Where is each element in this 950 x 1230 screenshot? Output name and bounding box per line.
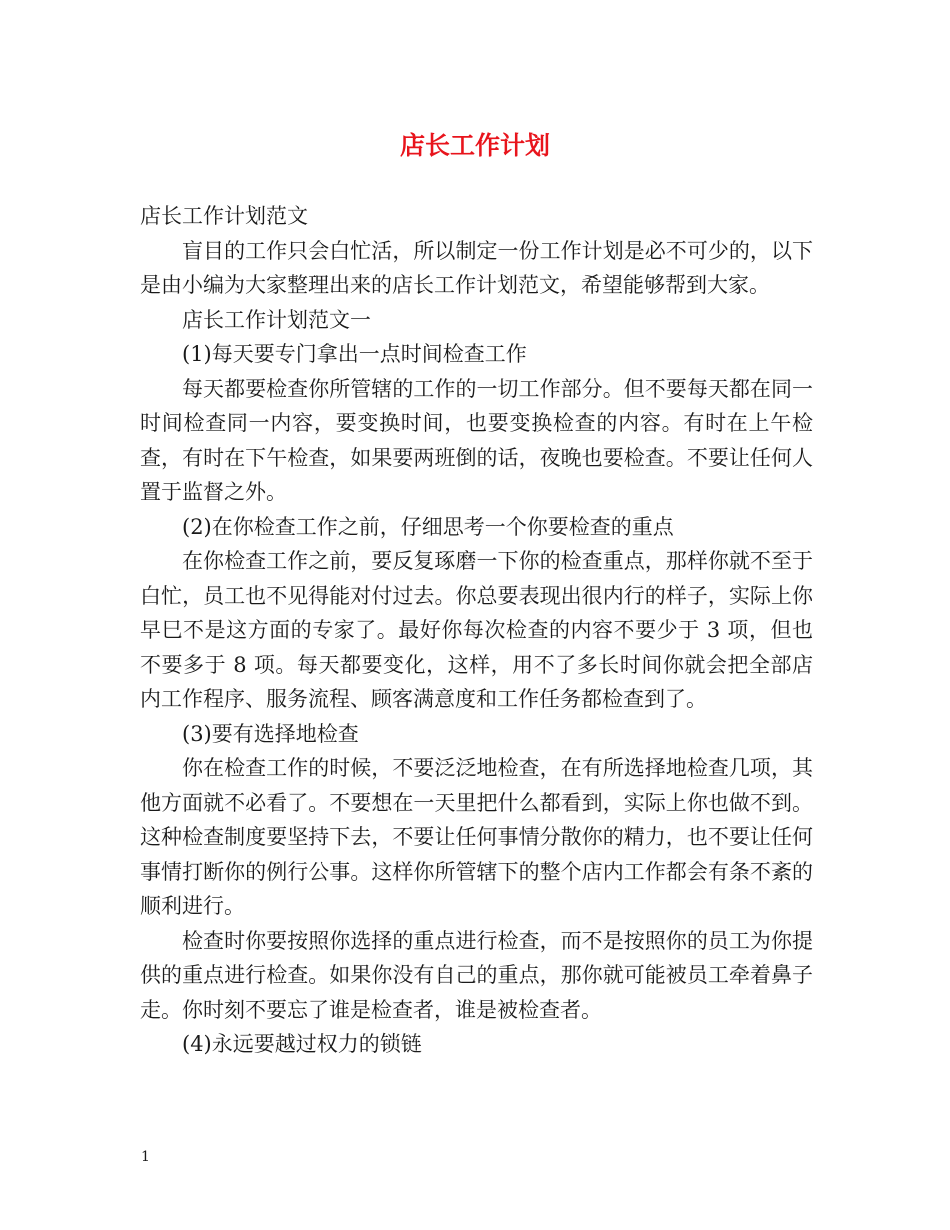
paragraph: 检查时你要按照你选择的重点进行检查，而不是按照你的员工为你提供的重点进行检查。如果你没有自己的重点，那你就可能被员工牵着鼻子走。你时刻不要忘了谁是检查者，谁是被检查者。 bbox=[140, 928, 813, 1022]
paragraph: 你在检查工作的时候，不要泛泛地检查，在有所选择地检查几项，其他方面就不必看了。不要想在一天里把什么都看到，实际上你也做不到。这种检查制度要坚持下去，不要让任何事情分散你的精力，也不要让任何事情打断你的例行公事。这样你所管辖下的整个店内工作都会有条不紊的顺利进行。 bbox=[140, 756, 813, 918]
paragraph: 在你检查工作之前，要反复琢磨一下你的检查重点，那样你就不至于白忙，员工也不见得能对付过去。你总要表现出很内行的样子，实际上你早巳不是这方面的专家了。最好你每次检查的内容不要少于 3 项，但也不要多于 8 项。每天都要变化，这样，用不了多长时间你就会把全部店内工作程序、服务流程、顾客满意度和工作任务都检查到了。 bbox=[140, 549, 813, 711]
paragraph: 店长工作计划范文 bbox=[140, 204, 308, 228]
subsection-heading: (3)要有选择地检查 bbox=[182, 721, 359, 746]
document-title: 店长工作计划 bbox=[399, 131, 550, 160]
paragraph: 盲目的工作只会白忙活，所以制定一份工作计划是必不可少的，以下是由小编为大家整理出来的店长工作计划范文，希望能够帮到大家。 bbox=[140, 238, 813, 297]
page-number: 1 bbox=[141, 1149, 150, 1165]
paragraph: 每天都要检查你所管辖的工作的一切工作部分。但不要每天都在同一时间检查同一内容，要变换时间，也要变换检查的内容。有时在上午检查，有时在下午检查，如果要两班倒的话，夜晚也要检查。不要让任何人置于监督之外。 bbox=[140, 376, 813, 504]
document-body bbox=[140, 199, 813, 1062]
section-heading: 店长工作计划范文一 bbox=[182, 307, 371, 332]
subsection-heading: (1)每天要专门拿出一点时间检查工作 bbox=[182, 342, 527, 366]
subsection-heading: (2)在你检查工作之前，仔细思考一个你要检查的重点 bbox=[182, 514, 674, 539]
subsection-heading: (4)永远要越过权力的锁链 bbox=[182, 1032, 422, 1056]
